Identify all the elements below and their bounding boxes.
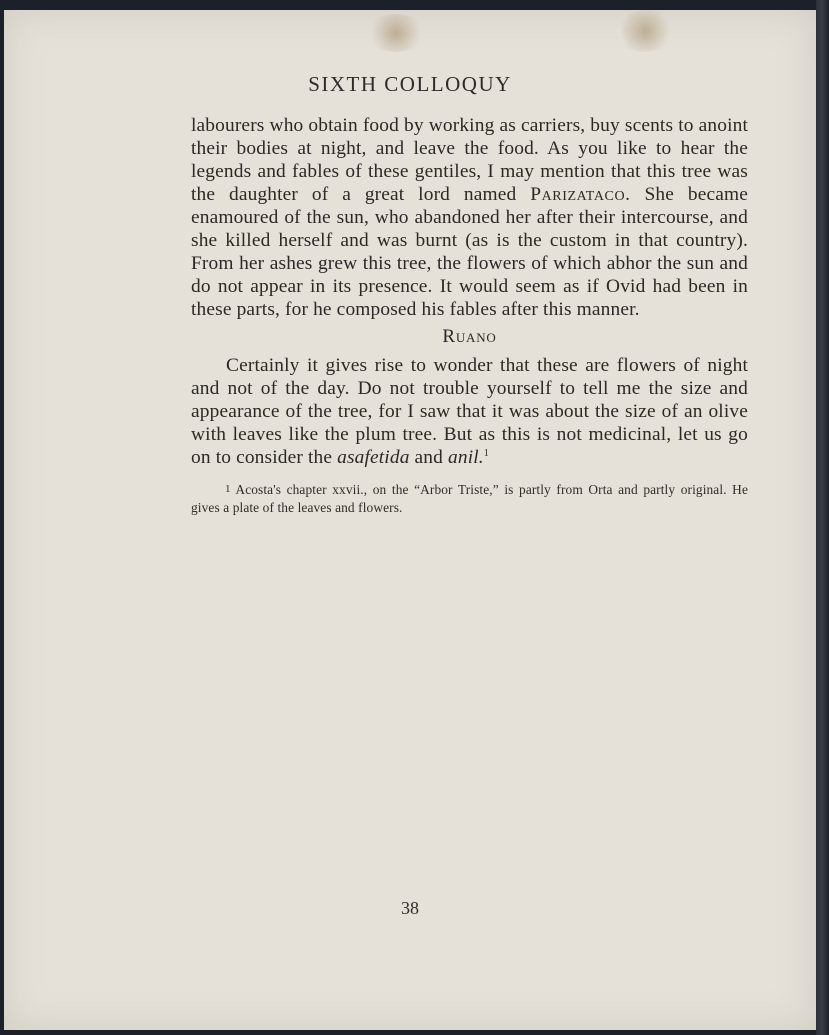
italic-term: asafetida [337, 447, 410, 468]
footnote-reference: 1 [483, 448, 489, 459]
foxing-stain [366, 14, 426, 52]
paragraph [191, 354, 748, 469]
text-run: and [409, 447, 448, 468]
main-text [191, 114, 748, 517]
text-run: labourers who obtain food by working as carriers, buy scents to anoint their bodies at night, and leave the food. As you like to hear the legends and fables of these gentiles, I may mention that this tree was the daughter of a great lord named [191, 115, 748, 205]
page-edge [816, 0, 829, 1035]
text-run: She became enamoured of the sun, who abandoned her after their intercourse, and she killed herself and was burnt (as is the custom in that country). From her ashes grew this tree, the flowers of which abhor the sun and do not appear in its presence. It would seem as if Ovid had been in these parts, for he composed his fables after this manner. [191, 184, 748, 320]
speaker-heading: Ruano [442, 326, 497, 347]
foxing-stain [616, 10, 674, 52]
footnote-text: Acosta's chapter xxvii., on the “Arbor Triste,” is partly from Orta and partly original. He gives a plate of the leaves and flowers. [191, 482, 748, 515]
book-page [4, 10, 816, 1030]
text-run: Certainly it gives rise to wonder that these are flowers of night and not of the day. Do not trouble yourself to tell me the size and appearance of the tree, for I saw that it was about the size of an olive with leaves like the plum tree. But as this is not medicinal, let us go on to consider the [191, 355, 748, 468]
paragraph [191, 114, 748, 321]
footnote-marker: 1 [225, 483, 231, 495]
italic-term: anil. [448, 447, 484, 468]
running-head: SIXTH COLLOQUY [308, 72, 512, 96]
footnote [191, 480, 748, 517]
proper-name: Parizataco. [530, 184, 631, 205]
page-number: 38 [401, 898, 419, 918]
